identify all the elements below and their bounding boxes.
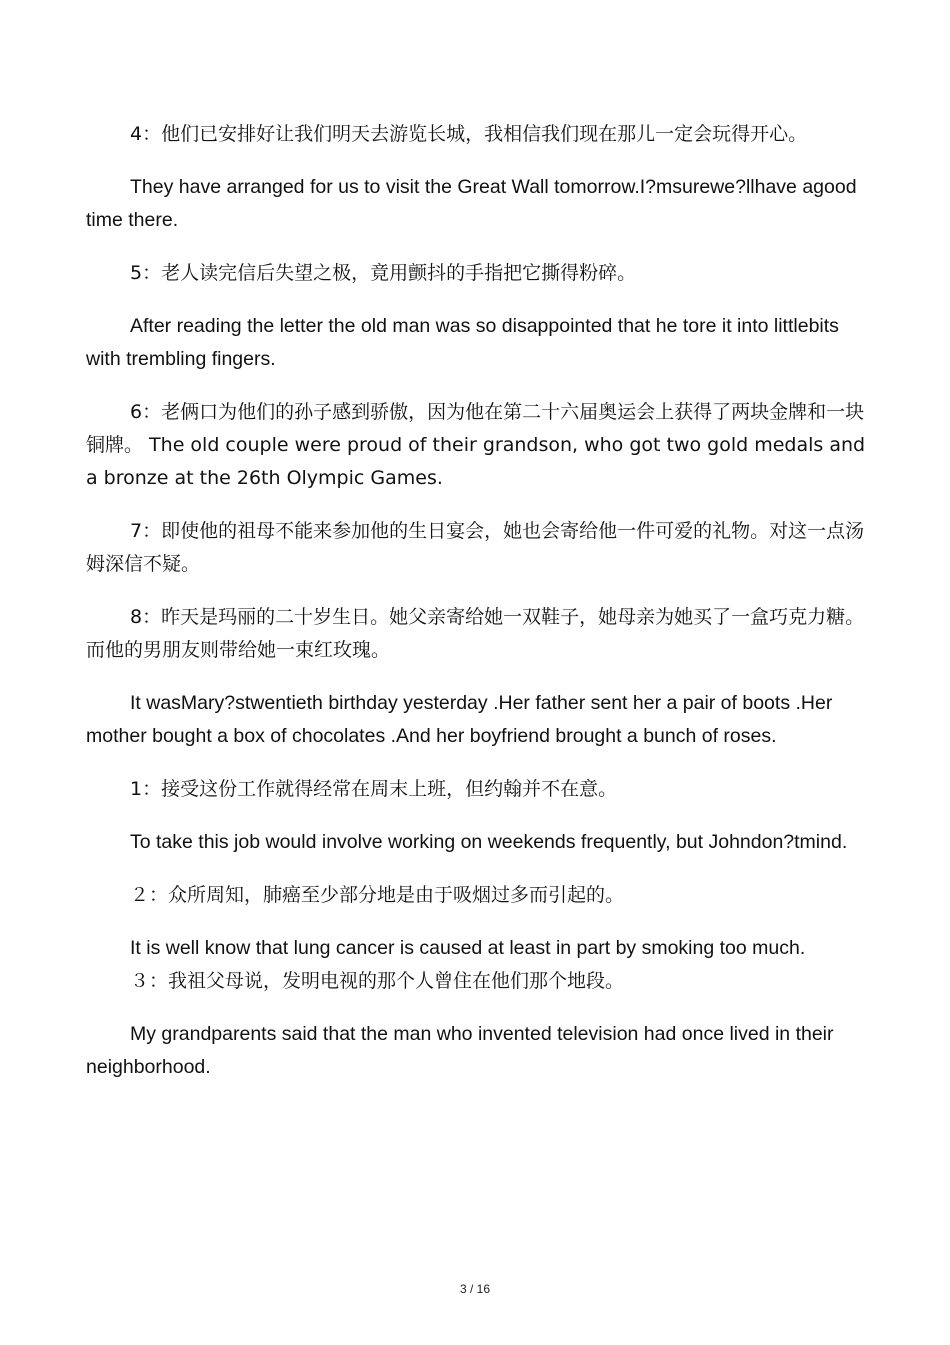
paragraph-5-english: After reading the letter the old man was so disappointed that he tore it into littlebits with trembling fingers. (86, 315, 839, 370)
question-2-english: It is well know that lung cancer is caused at least in part by smoking too much. (130, 937, 806, 959)
page-number: 3 / 16 (459, 1282, 491, 1296)
paragraph-6-mixed: 6：老俩口为他们的孙子感到骄傲，因为他在第二十六届奥运会上获得了两块金牌和一块铜牌。 The old couple were proud of their grandson, who got two gold medals and a bronze at the 26th Olympic Games. (86, 401, 866, 489)
paragraph-4-english: They have arranged for us to visit the Great Wall tomorrow.I?msurewe?llhave agood time there. (86, 176, 857, 231)
paragraph-8-chinese: 8：昨天是玛丽的二十岁生日。她父亲寄给她一双鞋子，她母亲为她买了一盒巧克力糖。而他的男朋友则带给她一束红玫瑰。 (86, 606, 865, 661)
paragraph-8-english: It wasMary?stwentieth birthday yesterday .Her father sent her a pair of boots .Her mother bought a box of chocolates .And her boyfriend brought a bunch of roses. (86, 692, 833, 747)
question-3-english: My grandparents said that the man who invented television had once lived in their neighborhood. (86, 1023, 834, 1078)
paragraph-5-chinese: 5：老人读完信后失望之极，竟用颤抖的手指把它撕得粉碎。 (130, 262, 637, 284)
question-3-chinese: ３：我祖父母说，发明电视的那个人曾住在他们那个地段。 (130, 970, 625, 992)
paragraph-7-chinese: 7：即使他的祖母不能来参加他的生日宴会，她也会寄给他一件可爱的礼物。对这一点汤姆深信不疑。 (86, 520, 865, 575)
question-1-english: To take this job would involve working on weekends frequently, but Johndon?tmind. (130, 831, 848, 853)
question-1-chinese: 1：接受这份工作就得经常在周末上班，但约翰并不在意。 (130, 778, 618, 800)
question-2-chinese: ２：众所周知，肺癌至少部分地是由于吸烟过多而引起的。 (130, 884, 625, 906)
document-page (86, 118, 876, 1104)
paragraph-4-chinese: 4：他们已安排好让我们明天去游览长城，我相信我们现在那儿一定会玩得开心。 (130, 123, 808, 145)
